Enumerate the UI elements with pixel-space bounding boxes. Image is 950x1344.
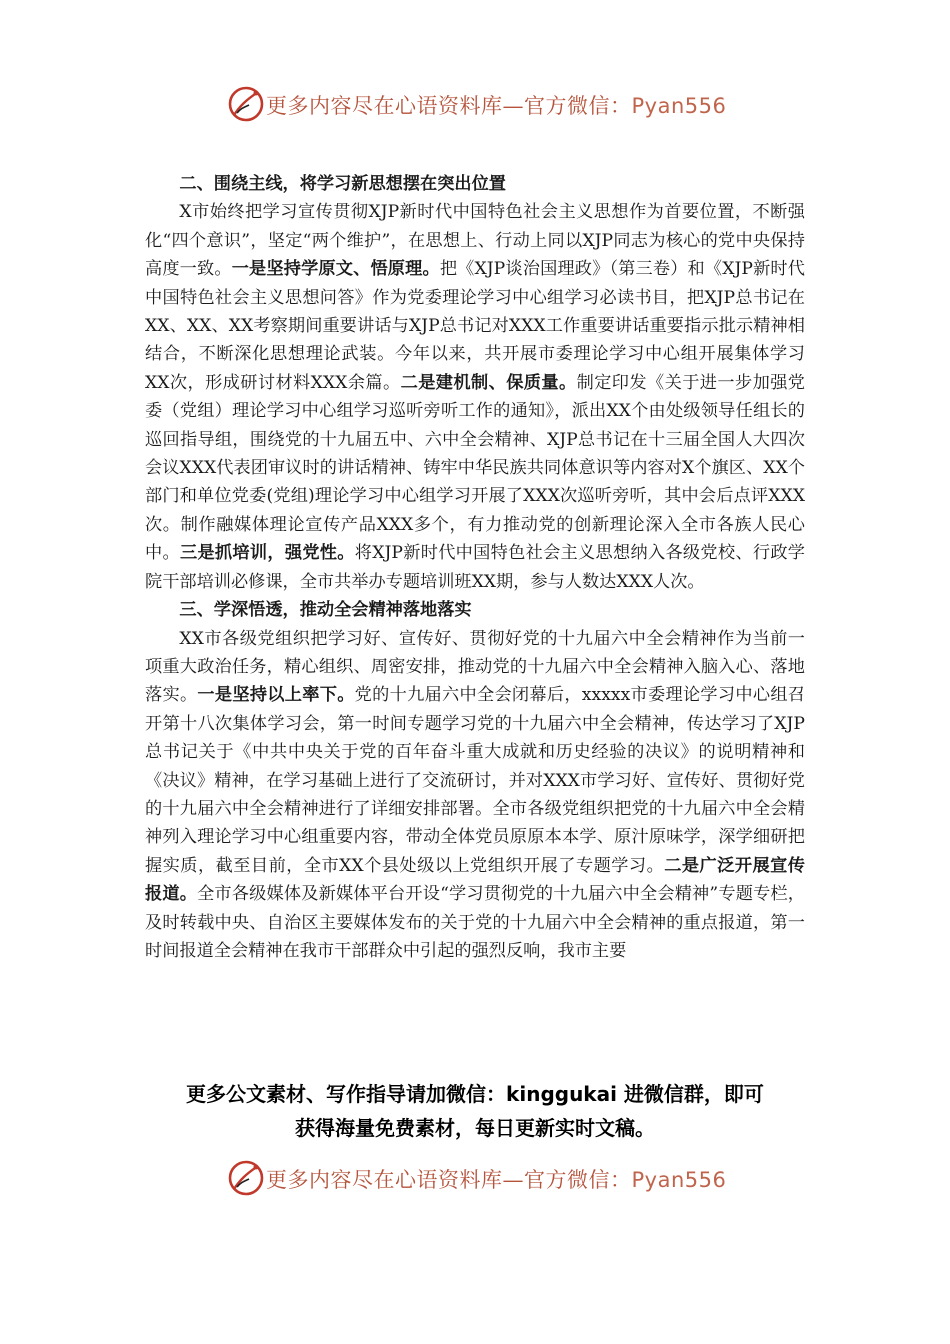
promo-line-1: 更多公文素材、写作指导请加微信：kinggukai 进微信群，即可 xyxy=(186,1082,764,1106)
section-heading-3: 三、学深悟透，推动全会精神落地落实 xyxy=(179,600,472,621)
promo-line-2: 获得海量免费素材，每日更新实时文稿。 xyxy=(295,1116,655,1140)
bold-lead: 二是广泛开展宣传报道。 xyxy=(145,855,805,905)
banner-text: 更多内容尽在心语资料库—官方微信：Pyan556 xyxy=(266,94,727,118)
header-banner xyxy=(0,82,950,126)
promo-text xyxy=(100,1077,850,1145)
banner-text: 更多内容尽在心语资料库—官方微信：Pyan556 xyxy=(266,1168,727,1192)
bold-lead: 一是坚持学原文、悟原理。 xyxy=(231,259,440,280)
wechat-id: Pyan556 xyxy=(631,1168,727,1192)
document-body xyxy=(145,170,805,965)
wechat-id: Pyan556 xyxy=(631,94,727,118)
bold-lead: 一是坚持以上率下。 xyxy=(197,685,355,706)
paragraph: XX市各级党组织把学习好、宣传好、贯彻好党的十九届六中全会精神作为当前一项重大政治任务，精心组织、周密安排，推动党的十九届六中全会精神入脑入心、落地落实。一是坚持以上率下。党的十九届六中全会闭幕后，xxxxx市委理论学习中心组召开第十八次集体学习会，第一时间专题学习党的十九届六中全会精神，传达学习了XJP总书记关于《中共中央关于党的百年奋斗重大成就和历史经验的决议》的说明精神和《决议》精神，在学习基础上进行了交流研讨，并对XXX市学习好、宣传好、贯彻好党的十九届六中全会精神进行了详细安排部署。全市各级党组织把党的十九届六中全会精神列入理论学习中心组重要内容，带动全体党员原原本本学、原汁原味学，深学细研把握实质，截至目前，全市XX个县处级以上党组织开展了专题学习。二是广泛开展宣传报道。全市各级媒体及新媒体平台开设“学习贯彻党的十九届六中全会精神”专题专栏，及时转载中央、自治区主要媒体发布的关于党的十九届六中全会精神的重点报道，第一时间报道全会精神在我市干部群众中引起的强烈反响，我市主要 xyxy=(145,628,805,961)
paragraph: X市始终把学习宣传贯彻XJP新时代中国特色社会主义思想作为首要位置，不断强化“四个意识”，坚定“两个维护”，在思想上、行动上同以XJP同志为核心的党中央保持高度一致。一是坚持学原文、悟原理。把《XJP谈治国理政》（第三卷）和《XJP新时代中国特色社会主义思想问答》作为党委理论学习中心组学习必读书目，把XJP总书记在XX、XX、XX考察期间重要讲话与XJP总书记对XXX工作重要讲话重要指示批示精神相结合，不断深化思想理论武装。今年以来，共开展市委理论学习中心组开展集体学习XX次，形成研讨材料XXX余篇。二是建机制、保质量。制定印发《关于进一步加强党委（党组）理论学习中心组学习巡听旁听工作的通知》，派出XX个由处级领导任组长的巡回指导组，围绕党的十九届五中、六中全会精神、XJP总书记在十三届全国人大四次会议XXX代表团审议时的讲话精神、铸牢中华民族共同体意识等内容对X个旗区、XX个部门和单位党委(党组)理论学习中心组学习开展了XXX次巡听旁听，其中会后点评XXX次。制作融媒体理论宣传产品XXX多个，有力推动党的创新理论深入全市各族人民心中。三是抓培训，强党性。将XJP新时代中国特色社会主义思想纳入各级党校、行政学院干部培训必修课，全市共举办专题培训班XX期，参与人数达XXX人次。 xyxy=(145,202,805,592)
bold-lead: 三是抓培训，强党性。 xyxy=(179,543,355,564)
bold-lead: 二是建机制、保质量。 xyxy=(400,372,577,393)
section-heading-2: 二、围绕主线，将学习新思想摆在突出位置 xyxy=(179,174,506,194)
footer-banner xyxy=(0,1156,950,1200)
brush-logo-icon xyxy=(226,1158,266,1198)
brush-logo-icon xyxy=(226,84,266,124)
